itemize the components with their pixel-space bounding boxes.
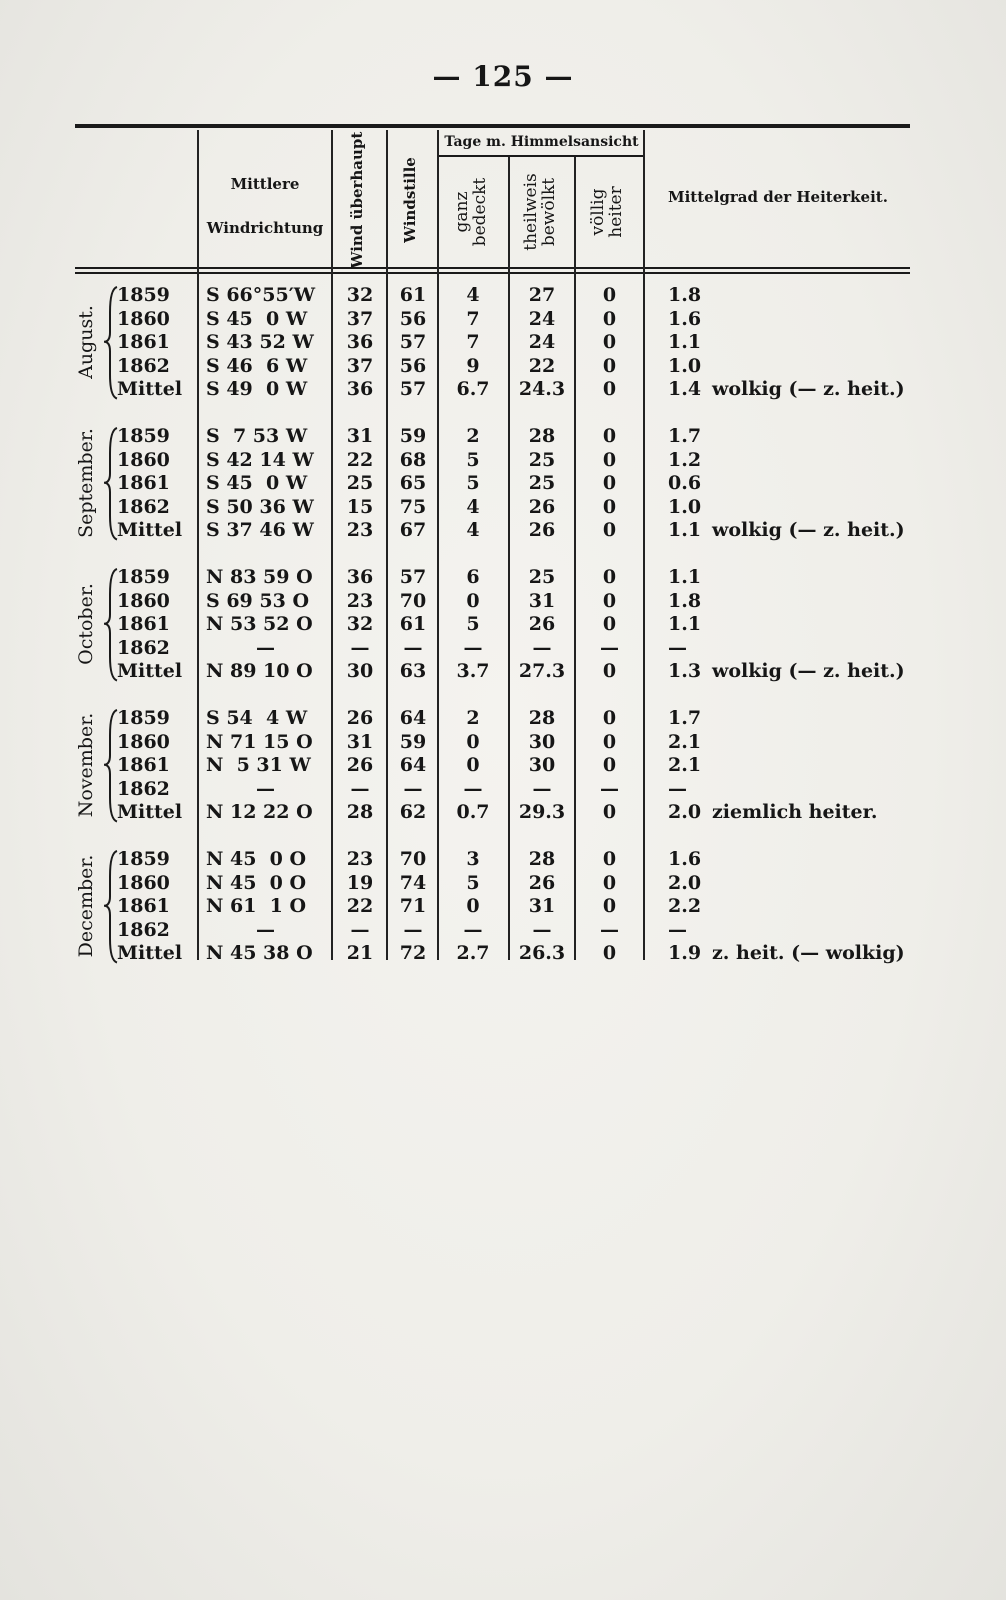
header-clearness-degree: Mittelgrad der Heiterkeit.	[668, 188, 888, 206]
overcast-cell: 6	[466, 566, 480, 588]
clear-cell: —	[600, 636, 619, 659]
calm-cell: 57	[399, 331, 427, 353]
clear-cell: 0	[602, 754, 617, 776]
overcast-cell: 6.7	[456, 378, 490, 400]
clearness-degree-cell: 2.1	[668, 754, 702, 776]
calm-cell: 56	[399, 307, 427, 330]
page-number: — 125 —	[432, 60, 574, 93]
year-cell: 1862	[117, 354, 170, 377]
clearness-degree-cell: 1.0	[668, 495, 702, 518]
clear-cell: 0	[602, 895, 617, 917]
clearness-degree-cell: 1.2	[668, 448, 702, 471]
wind-cell: 15	[346, 495, 374, 518]
partly-cell: 26	[528, 871, 556, 894]
year-cell: 1862	[117, 777, 170, 800]
clearness-degree-cell: 1.3	[668, 660, 702, 682]
clear-cell: 0	[602, 307, 617, 330]
column-divider	[437, 130, 439, 960]
wind-cell: 36	[346, 378, 374, 400]
month-label: December.	[75, 854, 97, 958]
wind-direction-cell: S 69 53 O	[206, 589, 309, 612]
column-divider	[574, 157, 576, 960]
wind-cell: 32	[346, 284, 374, 306]
wind-direction-cell: S 43 52 W	[206, 331, 314, 353]
wind-direction-cell: N 45 38 O	[206, 942, 313, 964]
partly-cell: 22	[528, 354, 556, 377]
clear-cell: 0	[602, 331, 617, 353]
wind-direction-cell: —	[256, 636, 275, 659]
clearness-degree-cell: —	[668, 777, 687, 800]
partly-cell: 29.3	[518, 801, 566, 823]
wind-direction-cell: —	[256, 918, 275, 941]
header-partly-cloudy	[523, 173, 559, 251]
overcast-cell: —	[463, 777, 483, 800]
clear-cell: 0	[602, 589, 617, 612]
year-cell: 1862	[117, 918, 170, 941]
calm-cell: 70	[399, 848, 427, 870]
overcast-cell: 0	[466, 730, 480, 753]
partly-cell: 30	[528, 730, 556, 753]
year-cell: 1861	[117, 895, 170, 917]
wind-cell: 30	[346, 660, 374, 682]
clearness-degree-cell: 1.4	[668, 378, 702, 400]
year-cell: Mittel	[117, 519, 183, 541]
year-cell: 1861	[117, 331, 170, 353]
wind-cell: 25	[346, 472, 374, 494]
wind-cell: 26	[346, 754, 374, 776]
partly-cell: 24	[528, 307, 556, 330]
year-cell: 1861	[117, 472, 170, 494]
wind-cell: 36	[346, 331, 374, 353]
wind-cell: 23	[346, 589, 374, 612]
clearness-degree-cell: —	[668, 636, 687, 659]
header-wind-direction-line1: Mittlere	[230, 175, 300, 193]
overcast-cell: —	[463, 636, 483, 659]
partly-cell: —	[532, 636, 552, 659]
year-cell: 1860	[117, 730, 170, 753]
wind-cell: 19	[346, 871, 374, 894]
wind-cell: 28	[346, 801, 374, 823]
clearness-description: wolkig (— z. heit.)	[712, 519, 905, 541]
clear-cell: 0	[602, 495, 617, 518]
wind-direction-cell: N 71 15 O	[206, 730, 313, 753]
calm-cell: 68	[399, 448, 427, 471]
clear-cell: 0	[602, 942, 617, 964]
overcast-cell: 7	[466, 331, 480, 353]
column-divider	[331, 130, 333, 960]
wind-direction-cell: S 49 0 W	[206, 378, 308, 400]
partly-cell: 27	[528, 284, 556, 306]
year-cell: 1860	[117, 871, 170, 894]
clear-cell: 0	[602, 848, 617, 870]
calm-cell: —	[403, 777, 423, 800]
clearness-degree-cell: 1.7	[668, 707, 702, 729]
wind-direction-cell: N 5 31 W	[206, 754, 311, 776]
overcast-cell: 2.7	[456, 942, 490, 964]
wind-cell: 23	[346, 519, 374, 541]
overcast-cell: 0	[466, 589, 480, 612]
clear-cell: 0	[602, 660, 617, 682]
partly-cell: 31	[528, 895, 556, 917]
header-wind-direction	[200, 162, 330, 250]
clearness-degree-cell: 1.1	[668, 519, 702, 541]
overcast-cell: 0.7	[456, 801, 490, 823]
partly-cell: 28	[528, 848, 556, 870]
header-sky-group: Tage m. Himmelsansicht	[444, 134, 639, 150]
wind-cell: 21	[346, 942, 374, 964]
partly-cell: —	[532, 777, 552, 800]
clear-cell: 0	[602, 448, 617, 471]
year-cell: Mittel	[117, 801, 183, 823]
wind-cell: —	[350, 636, 370, 659]
overcast-cell: 0	[466, 895, 480, 917]
wind-direction-cell: S 42 14 W	[206, 448, 314, 471]
sky-group-rule	[437, 155, 644, 157]
wind-direction-cell: S 45 0 W	[206, 472, 308, 494]
calm-cell: 70	[399, 589, 427, 612]
wind-direction-cell: S 66°55′W	[206, 284, 316, 306]
wind-direction-cell: —	[256, 777, 275, 800]
partly-cell: 25	[528, 566, 556, 588]
overcast-cell: 4	[466, 495, 480, 518]
clear-cell: —	[600, 918, 619, 941]
header-clear-line2: heiter	[606, 186, 626, 238]
wind-cell: 31	[346, 425, 374, 447]
column-divider	[386, 130, 388, 960]
column-divider	[643, 130, 645, 960]
partly-cell: 27.3	[518, 660, 566, 682]
calm-cell: 57	[399, 566, 427, 588]
clearness-degree-cell: 2.2	[668, 895, 702, 917]
year-cell: 1860	[117, 307, 170, 330]
partly-cell: 28	[528, 707, 556, 729]
calm-cell: —	[403, 636, 423, 659]
partly-cell: 24.3	[518, 378, 566, 400]
year-cell: 1859	[117, 566, 170, 588]
clear-cell: 0	[602, 566, 617, 588]
year-cell: 1859	[117, 284, 170, 306]
wind-direction-cell: S 7 53 W	[206, 425, 308, 447]
year-cell: 1860	[117, 448, 170, 471]
clearness-degree-cell: 1.7	[668, 425, 702, 447]
year-cell: 1859	[117, 707, 170, 729]
year-cell: Mittel	[117, 378, 183, 400]
header-calm: Windstille	[401, 157, 420, 243]
wind-direction-cell: N 45 0 O	[206, 871, 307, 894]
wind-direction-cell: N 89 10 O	[206, 660, 313, 682]
clear-cell: 0	[602, 472, 617, 494]
overcast-cell: 3	[466, 848, 480, 870]
year-cell: 1860	[117, 589, 170, 612]
header-partly-line2: bewölkt	[539, 177, 559, 247]
calm-cell: 64	[399, 707, 427, 729]
clearness-degree-cell: 0.6	[668, 472, 702, 494]
clear-cell: 0	[602, 613, 617, 635]
clearness-degree-cell: 2.0	[668, 801, 702, 823]
calm-cell: 71	[399, 895, 427, 917]
calm-cell: 57	[399, 378, 427, 400]
wind-direction-cell: S 37 46 W	[206, 519, 314, 541]
clear-cell: 0	[602, 354, 617, 377]
wind-direction-cell: S 45 0 W	[206, 307, 308, 330]
wind-cell: 36	[346, 566, 374, 588]
year-cell: 1861	[117, 613, 170, 635]
overcast-cell: 0	[466, 754, 480, 776]
year-cell: 1861	[117, 754, 170, 776]
wind-direction-cell: S 50 36 W	[206, 495, 314, 518]
overcast-cell: 2	[466, 425, 480, 447]
header-bottom-rule-2	[75, 272, 910, 274]
clearness-description: wolkig (— z. heit.)	[712, 660, 905, 682]
wind-direction-cell: S 54 4 W	[206, 707, 308, 729]
calm-cell: —	[403, 918, 423, 941]
partly-cell: 28	[528, 425, 556, 447]
year-cell: 1859	[117, 848, 170, 870]
partly-cell: 25	[528, 472, 556, 494]
wind-cell: 31	[346, 730, 374, 753]
overcast-cell: 5	[466, 613, 480, 635]
wind-cell: —	[350, 777, 370, 800]
calm-cell: 65	[399, 472, 427, 494]
clear-cell: 0	[602, 378, 617, 400]
top-rule	[75, 124, 910, 128]
month-label: August.	[75, 304, 97, 379]
wind-cell: 23	[346, 848, 374, 870]
wind-direction-cell: N 53 52 O	[206, 613, 313, 635]
partly-cell: 26	[528, 519, 556, 541]
wind-cell: —	[350, 918, 370, 941]
clear-cell: 0	[602, 519, 617, 541]
header-wind-overall: Wind überhaupt	[348, 131, 367, 269]
clearness-degree-cell: 1.6	[668, 307, 702, 330]
partly-cell: 24	[528, 331, 556, 353]
clearness-degree-cell: 1.1	[668, 566, 702, 588]
header-wind-direction-line2: Windrichtung	[206, 219, 324, 237]
partly-cell: —	[532, 918, 552, 941]
header-overcast	[454, 178, 490, 247]
overcast-cell: 2	[466, 707, 480, 729]
header-clear-line1: völlig	[588, 188, 609, 236]
wind-cell: 22	[346, 448, 374, 471]
clearness-degree-cell: 1.1	[668, 613, 702, 635]
clearness-degree-cell: 1.0	[668, 354, 702, 377]
calm-cell: 72	[399, 942, 427, 964]
calm-cell: 75	[399, 495, 427, 518]
wind-direction-cell: N 45 0 O	[206, 848, 307, 870]
wind-cell: 37	[346, 307, 374, 330]
column-divider	[197, 130, 199, 960]
clearness-degree-cell: 1.1	[668, 331, 702, 353]
year-cell: 1862	[117, 495, 170, 518]
clear-cell: 0	[602, 425, 617, 447]
clearness-degree-cell: 2.0	[668, 871, 702, 894]
clear-cell: 0	[602, 871, 617, 894]
clear-cell: 0	[602, 284, 617, 306]
month-label: October.	[75, 582, 97, 665]
month-label: September.	[75, 427, 97, 538]
overcast-cell: 5	[466, 448, 480, 471]
calm-cell: 61	[399, 613, 427, 635]
clearness-degree-cell: 1.9	[668, 942, 702, 964]
clearness-degree-cell: 2.1	[668, 730, 702, 753]
wind-cell: 32	[346, 613, 374, 635]
clearness-degree-cell: 1.8	[668, 284, 702, 306]
overcast-cell: 4	[466, 284, 480, 306]
clearness-degree-cell: 1.6	[668, 848, 702, 870]
calm-cell: 61	[399, 284, 427, 306]
overcast-cell: 5	[466, 472, 480, 494]
header-overcast-line1: ganz	[452, 191, 473, 233]
calm-cell: 59	[399, 425, 427, 447]
calm-cell: 74	[399, 871, 427, 894]
wind-direction-cell: N 61 1 O	[206, 895, 307, 917]
header-clear	[590, 186, 626, 237]
calm-cell: 67	[399, 519, 427, 541]
overcast-cell: —	[463, 918, 483, 941]
clearness-degree-cell: —	[668, 918, 687, 941]
partly-cell: 26	[528, 495, 556, 518]
year-cell: Mittel	[117, 660, 183, 682]
partly-cell: 26.3	[518, 942, 566, 964]
clearness-degree-cell: 1.8	[668, 589, 702, 612]
partly-cell: 30	[528, 754, 556, 776]
clear-cell: —	[600, 777, 619, 800]
wind-direction-cell: N 12 22 O	[206, 801, 313, 823]
wind-cell: 26	[346, 707, 374, 729]
partly-cell: 31	[528, 589, 556, 612]
calm-cell: 56	[399, 354, 427, 377]
overcast-cell: 4	[466, 519, 480, 541]
overcast-cell: 9	[466, 354, 480, 377]
wind-direction-cell: S 46 6 W	[206, 354, 308, 377]
clear-cell: 0	[602, 707, 617, 729]
partly-cell: 25	[528, 448, 556, 471]
header-partly-line1: theilweis	[521, 173, 542, 251]
month-label: November.	[75, 712, 97, 817]
calm-cell: 64	[399, 754, 427, 776]
clearness-description: wolkig (— z. heit.)	[712, 378, 905, 400]
wind-cell: 37	[346, 354, 374, 377]
overcast-cell: 5	[466, 871, 480, 894]
clearness-description: z. heit. (— wolkig)	[712, 942, 905, 964]
column-divider	[508, 157, 510, 960]
wind-cell: 22	[346, 895, 374, 917]
clearness-description: ziemlich heiter.	[712, 801, 878, 823]
year-cell: 1859	[117, 425, 170, 447]
year-cell: 1862	[117, 636, 170, 659]
calm-cell: 59	[399, 730, 427, 753]
calm-cell: 62	[399, 801, 427, 823]
calm-cell: 63	[399, 660, 427, 682]
header-bottom-rule	[75, 267, 910, 269]
clear-cell: 0	[602, 730, 617, 753]
overcast-cell: 7	[466, 307, 480, 330]
partly-cell: 26	[528, 613, 556, 635]
year-cell: Mittel	[117, 942, 183, 964]
header-overcast-line2: bedeckt	[470, 177, 490, 247]
clear-cell: 0	[602, 801, 617, 823]
overcast-cell: 3.7	[456, 660, 490, 682]
wind-direction-cell: N 83 59 O	[206, 566, 313, 588]
